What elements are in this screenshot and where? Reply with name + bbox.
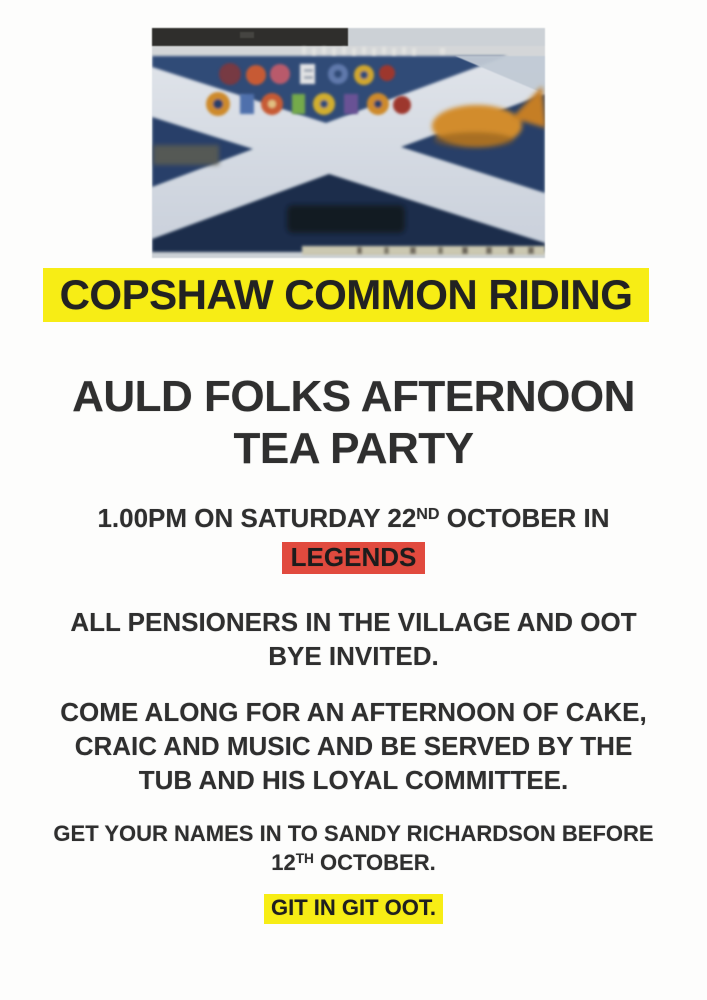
venue-name: LEGENDS	[282, 542, 426, 574]
rsvp-ordinal: TH	[295, 851, 314, 867]
flag-photo	[152, 28, 545, 258]
invitation-line1: ALL PENSIONERS IN THE VILLAGE AND OOT	[70, 607, 637, 637]
venue-line	[0, 539, 707, 574]
rsvp-suffix: OCTOBER.	[313, 850, 436, 875]
details-line1: COME ALONG FOR AN AFTERNOON OF CAKE,	[60, 697, 647, 727]
footer-line	[0, 893, 707, 924]
dark-patch-left	[153, 145, 219, 165]
slogan: GIT IN GIT OOT.	[264, 894, 443, 924]
invitation-line2: BYE INVITED.	[268, 641, 439, 671]
date-text: 1.00PM ON SATURDAY 22	[97, 503, 417, 533]
event-title-banner	[43, 268, 649, 322]
invitation-paragraph	[0, 605, 707, 673]
subtitle-line2: TEA PARTY	[233, 424, 474, 473]
dark-blob-bottom	[287, 205, 405, 233]
rsvp-line1: GET YOUR NAMES IN TO SANDY RICHARDSON BEFORE	[53, 821, 654, 846]
date-line	[0, 501, 707, 539]
event-subtitle	[0, 371, 707, 475]
details-paragraph	[0, 695, 707, 797]
bottom-strip	[302, 246, 545, 255]
rsvp-day: 12	[271, 850, 296, 875]
rsvp-line2	[0, 848, 707, 880]
rsvp-paragraph	[0, 819, 707, 880]
saltire-flag-illustration	[152, 28, 545, 258]
event-title: COPSHAW COMMON RIDING	[59, 271, 633, 318]
details-line2: CRAIC AND MUSIC AND BE SERVED BY THE	[74, 731, 633, 761]
details-line3: TUB AND HIS LOYAL COMMITTEE.	[138, 765, 569, 795]
subtitle-line1: AULD FOLKS AFTERNOON	[72, 372, 635, 421]
date-venue-block	[0, 501, 707, 574]
date-suffix: OCTOBER IN	[439, 503, 610, 533]
date-ordinal: ND	[416, 505, 440, 524]
